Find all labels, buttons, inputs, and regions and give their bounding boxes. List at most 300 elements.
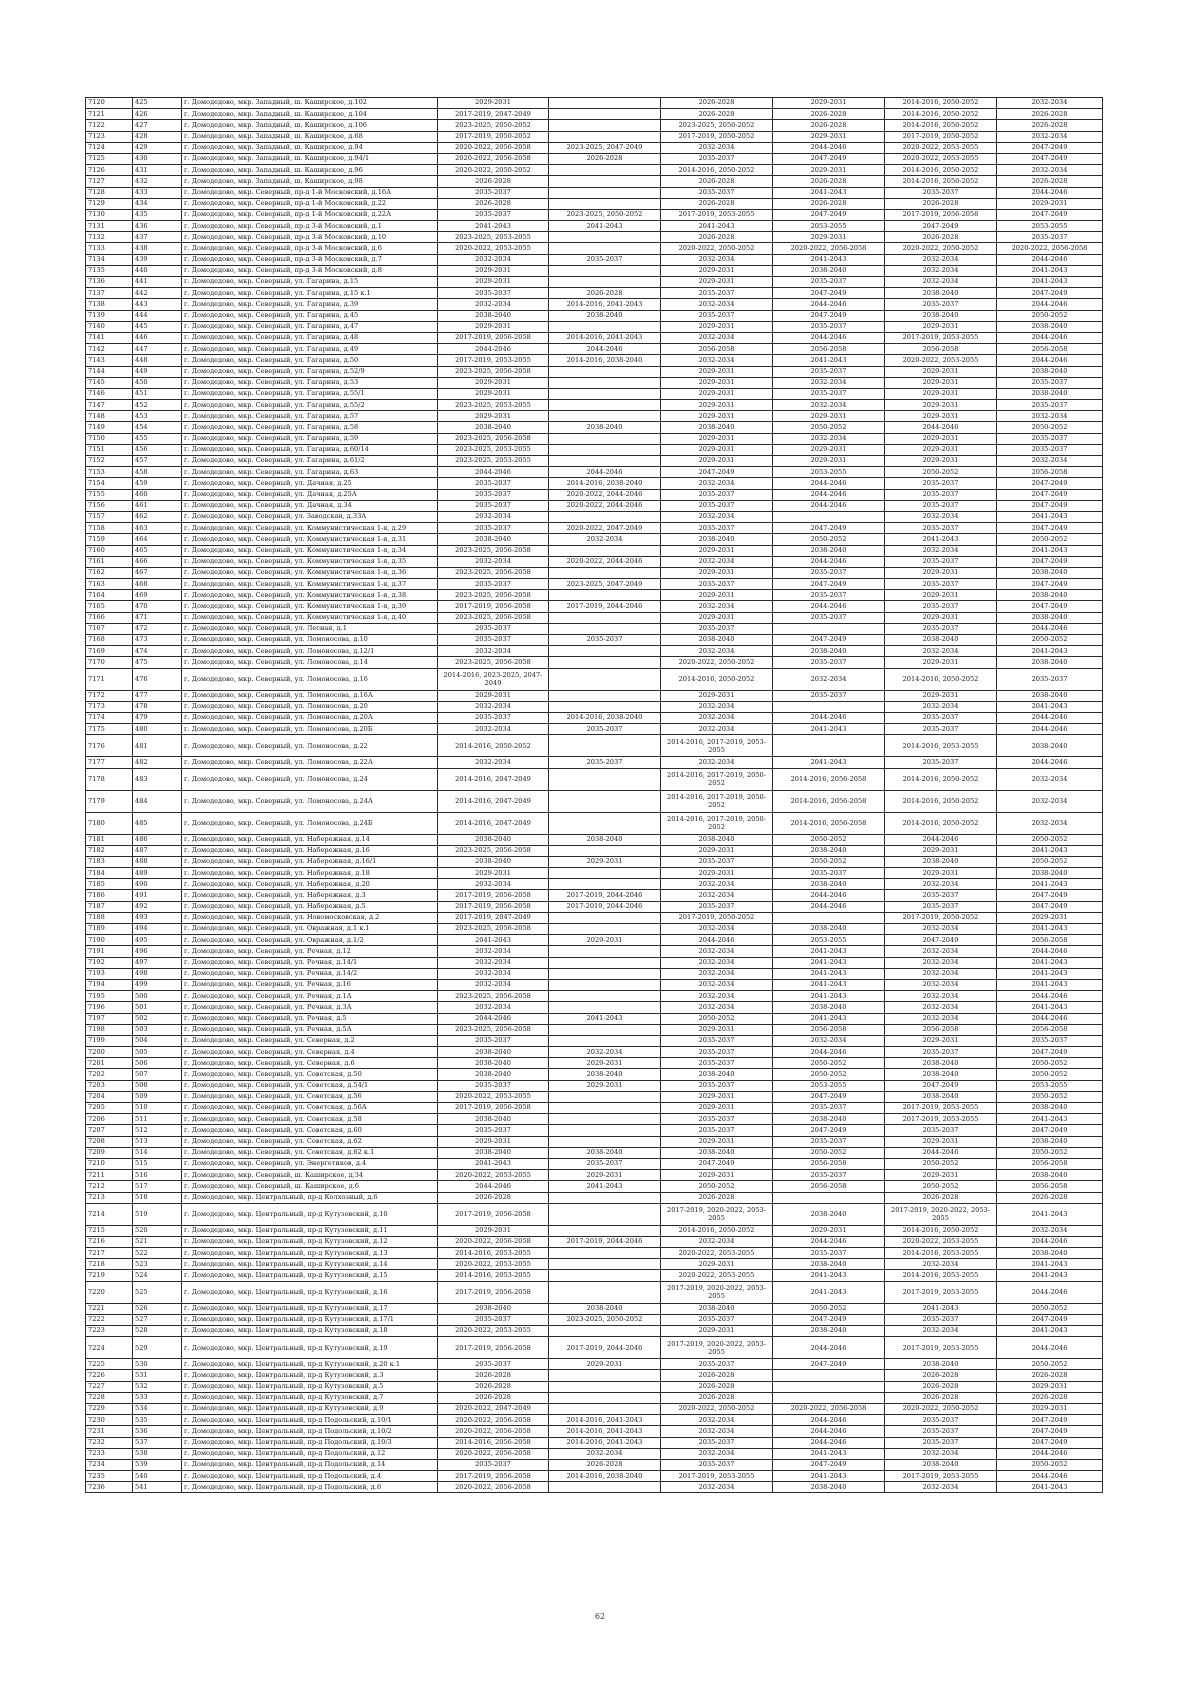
- cell-row-number: 7149: [86, 422, 133, 433]
- cell-period-5: 2029-2031: [885, 657, 997, 668]
- cell-period-1: 2038-2040: [438, 856, 549, 867]
- cell-period-3: 2029-2031: [661, 545, 773, 556]
- cell-item-number: 511: [133, 1114, 182, 1125]
- cell-period-1: 2017-2019, 2056-2058: [438, 1203, 549, 1225]
- cell-period-4: 2038-2040: [773, 1482, 885, 1493]
- cell-period-1: 2029-2031: [438, 265, 549, 276]
- cell-period-1: 2026-2028: [438, 1392, 549, 1403]
- cell-period-6: 2044-2046: [997, 1013, 1103, 1024]
- cell-period-2: [549, 1114, 661, 1125]
- cell-row-number: 7155: [86, 489, 133, 500]
- cell-item-number: 537: [133, 1437, 182, 1448]
- cell-period-5: 2029-2031: [885, 845, 997, 856]
- cell-row-number: 7215: [86, 1225, 133, 1236]
- cell-address: г. Домодедово, мкр. Северный, ул. Советская, д.62 к.1: [182, 1147, 438, 1158]
- cell-period-4: 2047-2049: [773, 153, 885, 164]
- cell-period-1: 2017-2019, 2056-2058: [438, 601, 549, 612]
- cell-period-4: 2044-2046: [773, 299, 885, 310]
- cell-period-1: 2035-2037: [438, 288, 549, 299]
- cell-item-number: 523: [133, 1259, 182, 1270]
- cell-row-number: 7131: [86, 221, 133, 232]
- cell-period-2: [549, 277, 661, 288]
- cell-item-number: 442: [133, 288, 182, 299]
- cell-period-4: 2047-2049: [773, 209, 885, 220]
- cell-period-1: 2017-2019, 2056-2058: [438, 1103, 549, 1114]
- cell-row-number: 7212: [86, 1181, 133, 1192]
- cell-address: г. Домодедово, мкр. Северный, ул. Гагарина, д.55/2: [182, 400, 438, 411]
- cell-period-2: [549, 120, 661, 131]
- cell-address: г. Домодедово, мкр. Северный, ул. Речная, д.12: [182, 946, 438, 957]
- cell-period-3: 2038-2040: [661, 834, 773, 845]
- cell-period-6: 2035-2037: [997, 668, 1103, 690]
- cell-item-number: 507: [133, 1069, 182, 1080]
- cell-item-number: 480: [133, 724, 182, 735]
- cell-period-6: 2032-2034: [997, 456, 1103, 467]
- cell-period-4: 2038-2040: [773, 1002, 885, 1013]
- cell-period-1: 2023-2025, 2056-2058: [438, 924, 549, 935]
- cell-address: г. Домодедово, мкр. Северный, ш. Каширское, д.6: [182, 1181, 438, 1192]
- cell-period-4: 2044-2046: [773, 1337, 885, 1359]
- cell-row-number: 7128: [86, 187, 133, 198]
- cell-address: г. Домодедово, мкр. Центральный, пр-д Подольский, д.4: [182, 1471, 438, 1482]
- cell-period-5: 2029-2031: [885, 1136, 997, 1147]
- cell-period-3: 2032-2034: [661, 979, 773, 990]
- cell-period-1: 2038-2040: [438, 1058, 549, 1069]
- cell-item-number: 529: [133, 1337, 182, 1359]
- cell-period-1: 2038-2040: [438, 1303, 549, 1314]
- cell-period-6: 2050-2052: [997, 422, 1103, 433]
- cell-address: г. Домодедово, мкр. Северный, ул. Лесная, д.1: [182, 623, 438, 634]
- cell-address: г. Домодедово, мкр. Северный, ул. Дачная, д.25А: [182, 489, 438, 500]
- cell-period-1: 2023-2025, 2056-2058: [438, 366, 549, 377]
- cell-period-4: 2053-2055: [773, 935, 885, 946]
- cell-period-5: 2035-2037: [885, 601, 997, 612]
- cell-period-2: [549, 1192, 661, 1203]
- table-row: [86, 968, 1103, 979]
- table-row: [86, 1236, 1103, 1247]
- cell-row-number: 7133: [86, 243, 133, 254]
- cell-period-4: 2050-2052: [773, 856, 885, 867]
- cell-period-3: 2026-2028: [661, 98, 773, 109]
- cell-item-number: 526: [133, 1303, 182, 1314]
- cell-period-1: 2038-2040: [438, 534, 549, 545]
- cell-address: г. Домодедово, мкр. Центральный, пр-д Кутузовский, д.5: [182, 1381, 438, 1392]
- cell-period-4: 2044-2046: [773, 478, 885, 489]
- table-row: [86, 254, 1103, 265]
- cell-period-5: 2014-2016, 2050-2052: [885, 109, 997, 120]
- cell-address: г. Домодедово, мкр. Северный, ул. Ломоносова, д.20Б: [182, 724, 438, 735]
- cell-address: г. Домодедово, мкр. Северный, ул. Северная, д.2: [182, 1035, 438, 1046]
- cell-period-4: 2035-2037: [773, 657, 885, 668]
- table-row: [86, 1381, 1103, 1392]
- cell-row-number: 7188: [86, 912, 133, 923]
- cell-item-number: 541: [133, 1482, 182, 1493]
- cell-address: г. Домодедово, мкр. Северный, пр-д 3-й Московский, д.10: [182, 232, 438, 243]
- cell-item-number: 426: [133, 109, 182, 120]
- cell-period-1: 2035-2037: [438, 623, 549, 634]
- table-row: [86, 1080, 1103, 1091]
- cell-period-2: [549, 623, 661, 634]
- cell-row-number: 7199: [86, 1035, 133, 1046]
- cell-item-number: 506: [133, 1058, 182, 1069]
- cell-address: г. Домодедово, мкр. Северный, ул. Советская, д.50: [182, 1069, 438, 1080]
- cell-period-6: 2050-2052: [997, 1359, 1103, 1370]
- cell-period-4: [773, 701, 885, 712]
- cell-period-2: 2014-2016, 2038-2040: [549, 478, 661, 489]
- cell-period-1: 2023-2025, 2056-2058: [438, 845, 549, 856]
- cell-row-number: 7183: [86, 856, 133, 867]
- table-row: [86, 590, 1103, 601]
- cell-address: г. Домодедово, мкр. Северный, пр-д 3-й Московский, д.1: [182, 221, 438, 232]
- cell-period-6: 2038-2040: [997, 321, 1103, 332]
- cell-row-number: 7146: [86, 388, 133, 399]
- cell-period-2: [549, 511, 661, 522]
- cell-period-6: 2041-2043: [997, 1259, 1103, 1270]
- cell-period-5: 2032-2034: [885, 991, 997, 1002]
- cell-period-6: 2041-2043: [997, 845, 1103, 856]
- cell-period-4: 2032-2034: [773, 1035, 885, 1046]
- cell-period-4: 2032-2034: [773, 433, 885, 444]
- cell-period-6: 2038-2040: [997, 612, 1103, 623]
- cell-item-number: 433: [133, 187, 182, 198]
- cell-period-4: 2044-2046: [773, 142, 885, 153]
- cell-item-number: 476: [133, 668, 182, 690]
- table-row: [86, 834, 1103, 845]
- cell-period-3: 2032-2034: [661, 968, 773, 979]
- cell-address: г. Домодедово, мкр. Северный, ул. Советская, д.60: [182, 1125, 438, 1136]
- cell-period-3: 2029-2031: [661, 321, 773, 332]
- cell-item-number: 487: [133, 845, 182, 856]
- cell-period-5: 2032-2034: [885, 1448, 997, 1459]
- cell-period-2: [549, 366, 661, 377]
- cell-period-6: 2029-2031: [997, 198, 1103, 209]
- cell-period-4: 2014-2016, 2056-2058: [773, 768, 885, 790]
- cell-period-1: 2023-2025, 2056-2058: [438, 657, 549, 668]
- cell-period-1: 2014-2016, 2023-2025, 2047-2049: [438, 668, 549, 690]
- cell-address: г. Домодедово, мкр. Северный, ул. Советская, д.58: [182, 1114, 438, 1125]
- cell-item-number: 505: [133, 1047, 182, 1058]
- table-row: [86, 612, 1103, 623]
- cell-period-1: 2035-2037: [438, 478, 549, 489]
- cell-period-5: 2035-2037: [885, 187, 997, 198]
- cell-row-number: 7187: [86, 901, 133, 912]
- cell-period-3: 2029-2031: [661, 845, 773, 856]
- cell-period-2: [549, 98, 661, 109]
- table-row: [86, 1147, 1103, 1158]
- cell-period-2: [549, 1091, 661, 1102]
- cell-period-4: 2053-2055: [773, 467, 885, 478]
- cell-item-number: 481: [133, 735, 182, 757]
- cell-item-number: 438: [133, 243, 182, 254]
- cell-address: г. Домодедово, мкр. Северный, ул. Ломоносова, д.12/1: [182, 646, 438, 657]
- cell-item-number: 463: [133, 523, 182, 534]
- cell-item-number: 459: [133, 478, 182, 489]
- cell-row-number: 7207: [86, 1125, 133, 1136]
- cell-period-3: 2035-2037: [661, 579, 773, 590]
- cell-address: г. Домодедово, мкр. Северный, ул. Речная, д.14/1: [182, 957, 438, 968]
- cell-item-number: 528: [133, 1326, 182, 1337]
- cell-period-1: 2035-2037: [438, 489, 549, 500]
- table-row: [86, 991, 1103, 1002]
- cell-period-6: 2041-2043: [997, 879, 1103, 890]
- cell-period-3: 2032-2034: [661, 879, 773, 890]
- cell-period-5: 2032-2034: [885, 265, 997, 276]
- cell-period-4: [773, 623, 885, 634]
- cell-address: г. Домодедово, мкр. Северный, ул. Гагарина, д.53: [182, 377, 438, 388]
- cell-period-2: [549, 433, 661, 444]
- cell-address: г. Домодедово, мкр. Северный, ул. Ломоносова, д.24Б: [182, 812, 438, 834]
- cell-period-6: 2047-2049: [997, 1047, 1103, 1058]
- cell-period-2: 2014-2016, 2041-2043: [549, 332, 661, 343]
- cell-period-4: 2026-2028: [773, 198, 885, 209]
- cell-period-2: [549, 1125, 661, 1136]
- cell-row-number: 7220: [86, 1281, 133, 1303]
- cell-item-number: 466: [133, 556, 182, 567]
- table-row: [86, 946, 1103, 957]
- cell-row-number: 7122: [86, 120, 133, 131]
- table-row: [86, 812, 1103, 834]
- cell-period-6: 2047-2049: [997, 556, 1103, 567]
- cell-period-4: 2038-2040: [773, 1326, 885, 1337]
- table-row: [86, 623, 1103, 634]
- cell-address: г. Домодедово, мкр. Северный, ул. Овражная, д.1 к.1: [182, 924, 438, 935]
- cell-period-3: 2032-2034: [661, 646, 773, 657]
- cell-period-2: [549, 567, 661, 578]
- cell-period-1: 2041-2043: [438, 221, 549, 232]
- cell-period-5: 2014-2016, 2050-2052: [885, 1225, 997, 1236]
- cell-period-4: 2044-2046: [773, 890, 885, 901]
- cell-period-1: 2020-2022, 2056-2058: [438, 1426, 549, 1437]
- page-number: 62: [594, 1612, 606, 1621]
- cell-row-number: 7135: [86, 265, 133, 276]
- cell-item-number: 515: [133, 1158, 182, 1169]
- cell-period-6: 2047-2049: [997, 523, 1103, 534]
- cell-period-1: 2032-2034: [438, 879, 549, 890]
- cell-period-1: 2023-2025, 2053-2055: [438, 400, 549, 411]
- cell-period-5: 2038-2040: [885, 1069, 997, 1080]
- cell-period-4: 2044-2046: [773, 712, 885, 723]
- cell-period-2: [549, 1225, 661, 1236]
- cell-row-number: 7127: [86, 176, 133, 187]
- cell-period-4: 2050-2052: [773, 422, 885, 433]
- cell-address: г. Домодедово, мкр. Северный, ул. Ломоносова, д.20А: [182, 712, 438, 723]
- table-row: [86, 646, 1103, 657]
- cell-period-6: 2035-2037: [997, 232, 1103, 243]
- cell-period-6: 2047-2049: [997, 500, 1103, 511]
- cell-item-number: 498: [133, 968, 182, 979]
- table-row: [86, 657, 1103, 668]
- cell-period-5: 2017-2019, 2053-2055: [885, 1114, 997, 1125]
- table-row: [86, 1058, 1103, 1069]
- cell-row-number: 7200: [86, 1047, 133, 1058]
- cell-period-5: 2056-2058: [885, 1024, 997, 1035]
- cell-row-number: 7158: [86, 523, 133, 534]
- cell-period-1: 2035-2037: [438, 523, 549, 534]
- cell-period-1: 2032-2034: [438, 968, 549, 979]
- cell-period-1: 2014-2016, 2047-2049: [438, 812, 549, 834]
- table-row: [86, 523, 1103, 534]
- cell-period-2: [549, 912, 661, 923]
- cell-period-4: [773, 511, 885, 522]
- cell-row-number: 7180: [86, 812, 133, 834]
- cell-period-4: 2014-2016, 2056-2058: [773, 812, 885, 834]
- cell-period-6: 2044-2046: [997, 623, 1103, 634]
- cell-period-2: 2017-2019, 2044-2046: [549, 1337, 661, 1359]
- cell-period-3: 2032-2034: [661, 890, 773, 901]
- cell-period-5: 2017-2019, 2056-2058: [885, 209, 997, 220]
- cell-period-6: 2038-2040: [997, 1136, 1103, 1147]
- cell-period-2: 2029-2031: [549, 1058, 661, 1069]
- cell-period-6: 2041-2043: [997, 1326, 1103, 1337]
- table-row: [86, 1337, 1103, 1359]
- table-row: [86, 422, 1103, 433]
- table-row: [86, 153, 1103, 164]
- cell-period-2: [549, 1035, 661, 1046]
- cell-period-4: 2056-2058: [773, 1158, 885, 1169]
- cell-period-2: 2041-2043: [549, 1013, 661, 1024]
- cell-period-6: 2044-2046: [997, 712, 1103, 723]
- cell-row-number: 7228: [86, 1392, 133, 1403]
- cell-address: г. Домодедово, мкр. Северный, ул. Советская, д.56А: [182, 1103, 438, 1114]
- cell-address: г. Домодедово, мкр. Центральный, пр-д Кутузовский, д.7: [182, 1392, 438, 1403]
- cell-address: г. Домодедово, мкр. Центральный, пр-д Кутузовский, д.10: [182, 1203, 438, 1225]
- cell-address: г. Домодедово, мкр. Западный, ш. Каширское, д.94: [182, 142, 438, 153]
- table-row: [86, 109, 1103, 120]
- cell-address: г. Домодедово, мкр. Северный, ул. Речная, д.5А: [182, 1024, 438, 1035]
- cell-period-6: 2044-2046: [997, 724, 1103, 735]
- cell-address: г. Домодедово, мкр. Северный, ул. Речная, д.5: [182, 1013, 438, 1024]
- cell-address: г. Домодедово, мкр. Северный, ул. Речная, д.1А: [182, 991, 438, 1002]
- cell-period-2: 2038-2040: [549, 1303, 661, 1314]
- cell-period-5: 2050-2052: [885, 1181, 997, 1192]
- cell-row-number: 7206: [86, 1114, 133, 1125]
- table-row: [86, 366, 1103, 377]
- cell-row-number: 7147: [86, 400, 133, 411]
- cell-period-5: 2014-2016, 2050-2052: [885, 98, 997, 109]
- cell-period-1: 2032-2034: [438, 556, 549, 567]
- cell-period-2: 2014-2016, 2038-2040: [549, 355, 661, 366]
- cell-address: г. Домодедово, мкр. Северный, ул. Гагарина, д.15 к.1: [182, 288, 438, 299]
- cell-period-2: [549, 924, 661, 935]
- cell-item-number: 521: [133, 1236, 182, 1247]
- cell-period-6: 2056-2058: [997, 467, 1103, 478]
- cell-item-number: 489: [133, 868, 182, 879]
- cell-row-number: 7193: [86, 968, 133, 979]
- cell-period-5: 2035-2037: [885, 1426, 997, 1437]
- cell-period-5: 2035-2037: [885, 890, 997, 901]
- cell-period-3: 2032-2034: [661, 712, 773, 723]
- cell-period-3: 2044-2046: [661, 935, 773, 946]
- cell-period-6: 2056-2058: [997, 344, 1103, 355]
- cell-period-3: 2029-2031: [661, 1259, 773, 1270]
- cell-period-3: 2035-2037: [661, 1080, 773, 1091]
- cell-period-2: 2041-2043: [549, 1181, 661, 1192]
- cell-period-1: 2020-2022, 2056-2058: [438, 153, 549, 164]
- cell-period-5: 2044-2046: [885, 422, 997, 433]
- table-row: [86, 701, 1103, 712]
- table-row: [86, 545, 1103, 556]
- table-row: [86, 534, 1103, 545]
- cell-period-2: 2026-2028: [549, 1459, 661, 1470]
- table-row: [86, 567, 1103, 578]
- cell-row-number: 7159: [86, 534, 133, 545]
- cell-period-5: 2029-2031: [885, 388, 997, 399]
- cell-period-5: 2035-2037: [885, 523, 997, 534]
- cell-item-number: 485: [133, 812, 182, 834]
- cell-period-2: [549, 646, 661, 657]
- cell-row-number: 7232: [86, 1437, 133, 1448]
- cell-period-5: 2029-2031: [885, 1035, 997, 1046]
- cell-period-5: 2017-2019, 2053-2055: [885, 332, 997, 343]
- cell-period-6: 2041-2043: [997, 265, 1103, 276]
- cell-period-4: 2044-2046: [773, 1426, 885, 1437]
- cell-period-4: 2035-2037: [773, 567, 885, 578]
- cell-period-2: [549, 1403, 661, 1414]
- cell-period-5: 2032-2034: [885, 946, 997, 957]
- cell-period-1: 2017-2019, 2056-2058: [438, 332, 549, 343]
- cell-item-number: 470: [133, 601, 182, 612]
- cell-period-2: 2038-2040: [549, 310, 661, 321]
- cell-row-number: 7191: [86, 946, 133, 957]
- cell-period-4: 2053-2055: [773, 221, 885, 232]
- cell-row-number: 7230: [86, 1415, 133, 1426]
- cell-period-4: 2050-2052: [773, 1069, 885, 1080]
- cell-period-3: 2035-2037: [661, 1459, 773, 1470]
- cell-period-2: [549, 979, 661, 990]
- cell-period-4: 2035-2037: [773, 612, 885, 623]
- cell-period-5: 2044-2046: [885, 834, 997, 845]
- cell-item-number: 539: [133, 1459, 182, 1470]
- cell-row-number: 7223: [86, 1326, 133, 1337]
- table-row: [86, 489, 1103, 500]
- cell-period-2: 2023-2025, 2047-2049: [549, 579, 661, 590]
- cell-period-5: 2032-2034: [885, 1259, 997, 1270]
- cell-period-5: 2020-2022, 2050-2052: [885, 1403, 997, 1414]
- cell-period-1: 2017-2019, 2056-2058: [438, 1471, 549, 1482]
- cell-period-5: 2029-2031: [885, 590, 997, 601]
- table-row: [86, 277, 1103, 288]
- cell-period-3: 2017-2019, 2053-2055: [661, 209, 773, 220]
- cell-period-5: 2026-2028: [885, 1370, 997, 1381]
- table-row: [86, 1471, 1103, 1482]
- cell-period-6: 2026-2028: [997, 1392, 1103, 1403]
- cell-address: г. Домодедово, мкр. Западный, ш. Каширское, д.68: [182, 131, 438, 142]
- cell-period-4: 2029-2031: [773, 456, 885, 467]
- table-row: [86, 232, 1103, 243]
- cell-period-4: 2026-2028: [773, 176, 885, 187]
- cell-period-4: 2029-2031: [773, 411, 885, 422]
- cell-period-4: 2047-2049: [773, 635, 885, 646]
- table-row: [86, 120, 1103, 131]
- cell-period-6: 2038-2040: [997, 1248, 1103, 1259]
- cell-period-2: 2032-2034: [549, 1448, 661, 1459]
- cell-period-2: [549, 1248, 661, 1259]
- table-row: [86, 979, 1103, 990]
- cell-item-number: 447: [133, 344, 182, 355]
- table-row: [86, 1415, 1103, 1426]
- cell-period-3: 2029-2031: [661, 1136, 773, 1147]
- cell-period-6: 2041-2043: [997, 979, 1103, 990]
- cell-row-number: 7172: [86, 690, 133, 701]
- cell-period-4: 2035-2037: [773, 1103, 885, 1114]
- cell-period-5: 2041-2043: [885, 534, 997, 545]
- cell-row-number: 7222: [86, 1314, 133, 1325]
- cell-period-3: 2035-2037: [661, 856, 773, 867]
- cell-period-5: 2014-2016, 2053-2055: [885, 735, 997, 757]
- cell-period-4: 2035-2037: [773, 868, 885, 879]
- cell-period-2: 2017-2019, 2044-2046: [549, 1236, 661, 1247]
- cell-period-6: 2038-2040: [997, 690, 1103, 701]
